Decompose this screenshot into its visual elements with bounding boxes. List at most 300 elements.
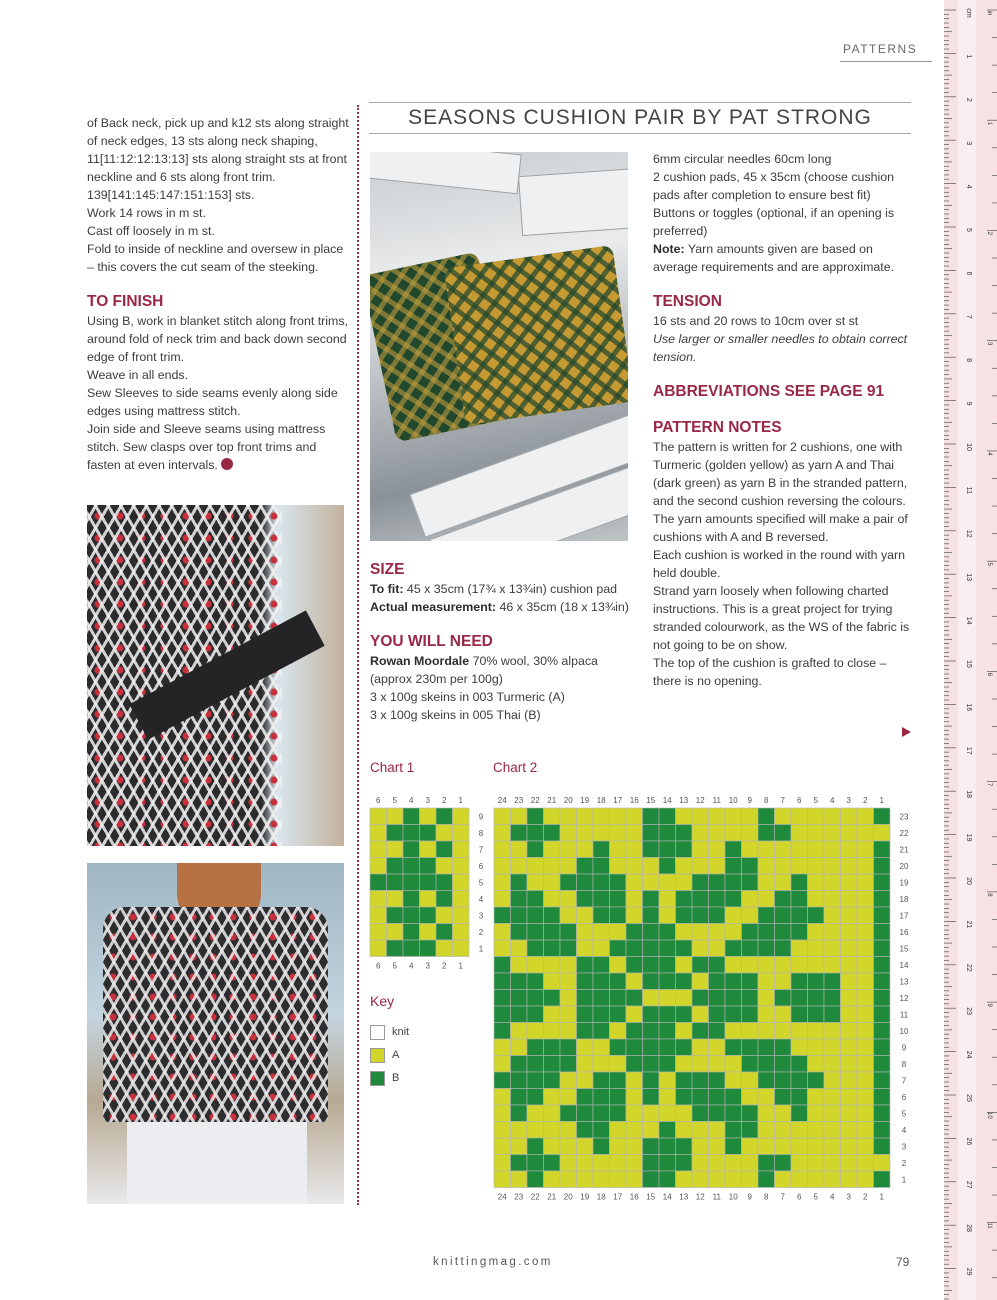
chart-cell	[659, 990, 676, 1007]
ruler-inch-label: 6	[986, 672, 992, 677]
ruler-inch-label: in	[986, 10, 992, 16]
chart-cell	[544, 1138, 561, 1155]
chart-cell	[857, 990, 874, 1007]
materials-item: 2 cushion pads, 45 x 35cm (choose cushion pads after completion to ensure best fit)	[653, 170, 895, 202]
chart-cell	[527, 1105, 544, 1122]
row-number: 6	[901, 1092, 907, 1102]
chart-cell	[436, 924, 453, 941]
row-number: 23	[899, 812, 909, 822]
cushion-photo	[370, 152, 628, 541]
chart-cell	[511, 891, 528, 908]
chart-cell	[370, 891, 387, 908]
ruler-cm-label: 1	[965, 54, 972, 59]
chart-cell	[527, 1171, 544, 1188]
column-number: 1	[458, 796, 463, 805]
chart-cell	[709, 990, 726, 1007]
chart-cell	[824, 858, 841, 875]
chart-cell	[560, 891, 577, 908]
chart-cell	[824, 1122, 841, 1139]
chart-cell	[692, 1138, 709, 1155]
chart-cell	[775, 990, 792, 1007]
chart-cell	[857, 1056, 874, 1073]
chart-cell	[841, 858, 858, 875]
chart-cell	[692, 957, 709, 974]
row-number: 15	[899, 944, 909, 954]
chart-cell	[593, 990, 610, 1007]
column-number: 1	[458, 961, 463, 971]
ruler-cm-label: 29	[965, 1267, 972, 1276]
chart-cell	[453, 858, 470, 875]
chart-cell	[676, 825, 693, 842]
chart-cell	[544, 907, 561, 924]
chart-cell	[841, 1171, 858, 1188]
chart-cell	[758, 808, 775, 825]
chart-cell	[420, 891, 437, 908]
chart-cell	[453, 924, 470, 941]
chart-cell	[593, 973, 610, 990]
cardigan-sleeve-photo	[87, 505, 344, 846]
chart-2-label: Chart 2	[493, 760, 538, 775]
ruler-cm-label: 5	[965, 228, 972, 232]
column-number: 3	[846, 1192, 851, 1202]
chart-cell	[560, 858, 577, 875]
row-number: 8	[901, 1059, 907, 1069]
chart-cell	[874, 858, 891, 875]
chart-cell	[494, 990, 511, 1007]
chart-cell	[494, 1072, 511, 1089]
chart-cell	[742, 858, 759, 875]
chart-cell	[824, 891, 841, 908]
column-number: 9	[747, 796, 752, 805]
chart-cell	[857, 1171, 874, 1188]
chart-cell	[725, 1138, 742, 1155]
key-item-b	[370, 1070, 399, 1086]
size-actual	[370, 598, 640, 616]
column-number: 17	[613, 1192, 623, 1202]
ruler-inch-label: 1	[986, 121, 992, 125]
chart-cell	[577, 1122, 594, 1139]
chart-cell	[725, 907, 742, 924]
chart-cell	[709, 907, 726, 924]
chart-cell	[841, 1072, 858, 1089]
chart-cell	[709, 841, 726, 858]
chart-cell	[758, 940, 775, 957]
chart-cell	[403, 891, 420, 908]
chart-cell	[593, 1056, 610, 1073]
chart-cell	[626, 957, 643, 974]
chart-cell	[610, 907, 627, 924]
chart-cell	[709, 973, 726, 990]
swatch-knit	[370, 1025, 385, 1040]
chart-cell	[709, 1122, 726, 1139]
chart-cell	[676, 1171, 693, 1188]
chart-cell	[808, 874, 825, 891]
chart-cell	[808, 907, 825, 924]
chart-cell	[593, 1122, 610, 1139]
chart-cell	[544, 891, 561, 908]
chart-cell	[511, 808, 528, 825]
chart-cell	[742, 940, 759, 957]
column-number: 13	[679, 1192, 689, 1202]
chart-cell	[626, 808, 643, 825]
column-number: 3	[425, 796, 430, 805]
materials-item: 6mm circular needles 60cm long	[653, 152, 832, 166]
chart-cell	[758, 1006, 775, 1023]
chart-cell	[676, 1138, 693, 1155]
chart-cell	[692, 940, 709, 957]
label: Note:	[653, 242, 685, 256]
chart-cell	[403, 808, 420, 825]
column-number: 17	[613, 796, 623, 805]
column-number: 15	[646, 1192, 656, 1202]
chart-cell	[511, 858, 528, 875]
title-bar	[369, 102, 911, 134]
column-number: 13	[679, 796, 689, 805]
chart-cell	[775, 825, 792, 842]
page-number: 79	[896, 1255, 910, 1269]
chart-cell	[725, 1105, 742, 1122]
chart-cell	[742, 1056, 759, 1073]
chart-cell	[841, 1023, 858, 1040]
chart-cell	[610, 891, 627, 908]
row-number: 7	[901, 1076, 907, 1086]
chart-cell	[857, 957, 874, 974]
section-rule	[840, 61, 932, 62]
chart-cell	[791, 1056, 808, 1073]
chart-cell	[577, 957, 594, 974]
ruler-inch-label: 2	[986, 231, 992, 236]
chart-cell	[874, 874, 891, 891]
row-number: 17	[899, 911, 909, 921]
chart-cell	[709, 924, 726, 941]
chart-cell	[544, 990, 561, 1007]
chart-cell	[676, 841, 693, 858]
chart-cell	[791, 858, 808, 875]
chart-cell	[659, 1072, 676, 1089]
chart-cell	[824, 1138, 841, 1155]
chart-cell	[436, 891, 453, 908]
chart-cell	[610, 1023, 627, 1040]
ruler-inch-label: 10	[986, 1112, 992, 1119]
chart-cell	[692, 924, 709, 941]
chart-cell	[742, 924, 759, 941]
row-number: 14	[899, 960, 909, 970]
chart-cell	[874, 907, 891, 924]
chart-cell	[577, 973, 594, 990]
chart-cell	[453, 825, 470, 842]
chart-cell	[725, 973, 742, 990]
chart-cell	[370, 858, 387, 875]
chart-cell	[403, 924, 420, 941]
chart-cell	[824, 957, 841, 974]
chart-cell	[725, 841, 742, 858]
row-number: 10	[899, 1026, 909, 1036]
chart-cell	[725, 858, 742, 875]
chart-cell	[808, 1138, 825, 1155]
chart-cell	[725, 1023, 742, 1040]
chart-cell	[692, 907, 709, 924]
chart-cell	[370, 940, 387, 957]
chart-cell	[511, 1039, 528, 1056]
label: Actual measurement:	[370, 600, 497, 614]
chart-cell	[560, 940, 577, 957]
ruler-scale	[944, 0, 997, 1300]
chart-cell	[593, 1089, 610, 1106]
chart-cell	[544, 940, 561, 957]
chart-cell	[775, 858, 792, 875]
chart-cell	[709, 1023, 726, 1040]
bench-plank	[518, 168, 628, 236]
chart-cell	[824, 1056, 841, 1073]
chart-2-grid	[490, 790, 918, 1212]
chart-cell	[725, 891, 742, 908]
chart-cell	[824, 1023, 841, 1040]
chart-cell	[643, 1105, 660, 1122]
chart-cell	[758, 1023, 775, 1040]
chart-cell	[577, 1023, 594, 1040]
measuring-ruler	[944, 0, 997, 1300]
row-number: 3	[901, 1142, 907, 1152]
chart-cell	[725, 1171, 742, 1188]
row-number: 19	[899, 878, 909, 888]
model-skirt	[127, 1122, 307, 1204]
chart-cell	[593, 1105, 610, 1122]
chart-cell	[659, 891, 676, 908]
chart-cell	[610, 1105, 627, 1122]
chart-cell	[808, 957, 825, 974]
column-number: 19	[580, 1192, 590, 1202]
chart-cell	[610, 924, 627, 941]
chart-cell	[420, 874, 437, 891]
chart-cell	[643, 907, 660, 924]
chart-cell	[692, 1039, 709, 1056]
chart-cell	[742, 1089, 759, 1106]
column-number: 8	[764, 1192, 769, 1202]
ruler-inch-label: 3	[986, 342, 992, 346]
chart-cell	[841, 924, 858, 941]
chart-cell	[593, 940, 610, 957]
chart-cell	[494, 1138, 511, 1155]
chart-cell	[494, 1023, 511, 1040]
key-label: B	[392, 1072, 400, 1084]
chart-cell	[610, 973, 627, 990]
ruler-inch-label: 8	[986, 893, 992, 897]
chart-cell	[370, 874, 387, 891]
ruler-cm-label: 9	[965, 401, 972, 406]
key-item-knit	[370, 1024, 409, 1040]
chart-cell	[857, 1155, 874, 1172]
chart-cell	[560, 1089, 577, 1106]
chart-cell	[420, 825, 437, 842]
chart-cell	[610, 1089, 627, 1106]
chart-cell	[527, 924, 544, 941]
column-number: 24	[497, 796, 507, 805]
chart-cell	[775, 874, 792, 891]
column-number: 7	[780, 1192, 785, 1202]
chart-cell	[560, 973, 577, 990]
chart-cell	[511, 990, 528, 1007]
chart-cell	[494, 957, 511, 974]
chart-cell	[808, 990, 825, 1007]
paragraph: Cast off loosely in m st.	[87, 224, 215, 238]
chart-cell	[742, 808, 759, 825]
chart-cell	[857, 1023, 874, 1040]
chart-cell	[511, 1072, 528, 1089]
chart-cell	[824, 841, 841, 858]
chart-cell	[676, 907, 693, 924]
ruler-cm-label: 28	[965, 1224, 972, 1233]
column-number: 4	[409, 796, 414, 805]
column-number: 3	[846, 796, 851, 805]
chart-cell	[775, 973, 792, 990]
chart-cell	[643, 957, 660, 974]
chart-cell	[436, 874, 453, 891]
chart-cell	[791, 841, 808, 858]
chart-cell	[544, 1089, 561, 1106]
chart-cell	[775, 924, 792, 941]
chart-cell	[577, 825, 594, 842]
heading-pattern-notes: PATTERN NOTES	[653, 419, 782, 436]
column-number: 9	[747, 1192, 752, 1202]
chart-cell	[387, 907, 404, 924]
chart-cell	[527, 1056, 544, 1073]
paragraph: Work 14 rows in m st.	[87, 206, 206, 220]
chart-cell	[692, 1006, 709, 1023]
chart-cell	[494, 924, 511, 941]
chart-cell	[420, 907, 437, 924]
chart-cell	[742, 1105, 759, 1122]
chart-cell	[544, 1023, 561, 1040]
chart-cell	[874, 1056, 891, 1073]
row-number: 11	[899, 1010, 909, 1020]
column-number: 22	[530, 1192, 540, 1202]
note	[653, 240, 915, 276]
chart-cell	[874, 990, 891, 1007]
chart-cell	[544, 1105, 561, 1122]
chart-cell	[692, 841, 709, 858]
chart-cell	[544, 1006, 561, 1023]
chart-cell	[659, 874, 676, 891]
chart-cell	[758, 973, 775, 990]
label: To fit:	[370, 582, 404, 596]
row-number: 20	[899, 861, 909, 871]
chart-cell	[841, 1138, 858, 1155]
chart-cell	[758, 858, 775, 875]
chart-cell	[560, 1023, 577, 1040]
chart-cell	[370, 841, 387, 858]
chart-cell	[791, 874, 808, 891]
chart-cell	[676, 808, 693, 825]
chart-cell	[709, 858, 726, 875]
chart-cell	[544, 825, 561, 842]
chart-cell	[841, 891, 858, 908]
chart-cell	[403, 940, 420, 957]
chart-cell	[808, 973, 825, 990]
chart-cell	[709, 1138, 726, 1155]
chart-cell	[659, 1089, 676, 1106]
chart-cell	[527, 1122, 544, 1139]
ruler-inch-label: 4	[986, 452, 992, 456]
chart-cell	[676, 973, 693, 990]
column-number: 6	[376, 796, 381, 805]
chart-cell	[808, 808, 825, 825]
chart-cell	[387, 924, 404, 941]
ruler-cm-label: 18	[965, 790, 972, 799]
row-number: 5	[478, 878, 484, 888]
chart-cell	[775, 1056, 792, 1073]
chart-cell	[742, 957, 759, 974]
column-number: 6	[797, 1192, 802, 1202]
chart-cell	[643, 891, 660, 908]
chart-cell	[709, 940, 726, 957]
chart-cell	[494, 1006, 511, 1023]
bench-plank	[370, 152, 522, 194]
chart-cell	[511, 1105, 528, 1122]
chart-cell	[758, 1171, 775, 1188]
chart-cell	[758, 874, 775, 891]
chart-cell	[841, 1089, 858, 1106]
chart-cell	[453, 940, 470, 957]
swatch-b	[370, 1071, 385, 1086]
chart-cell	[676, 990, 693, 1007]
chart-cell	[387, 891, 404, 908]
chart-cell	[791, 891, 808, 908]
ruler-cm-label: 22	[965, 963, 972, 972]
chart-cell	[593, 1006, 610, 1023]
chart-cell	[676, 1105, 693, 1122]
chart-cell	[626, 1122, 643, 1139]
chart-cell	[593, 858, 610, 875]
chart-cell	[874, 1006, 891, 1023]
chart-cell	[370, 907, 387, 924]
chart-cell	[874, 841, 891, 858]
chart-cell	[808, 1006, 825, 1023]
chart-cell	[610, 1122, 627, 1139]
chart-cell	[692, 1089, 709, 1106]
chart-cell	[659, 1105, 676, 1122]
chart-cell	[775, 891, 792, 908]
chart-cell	[387, 858, 404, 875]
chart-cell	[824, 907, 841, 924]
column-number: 2	[442, 961, 447, 971]
chart-cell	[370, 825, 387, 842]
chart-cell	[692, 973, 709, 990]
row-number: 9	[901, 1043, 907, 1053]
chart-cell	[643, 1072, 660, 1089]
chart-cell	[387, 874, 404, 891]
tension-note: Use larger or smaller needles to obtain correct tension.	[653, 332, 908, 364]
column-number: 1	[879, 1192, 884, 1202]
ruler-inch-label: 9	[986, 1003, 992, 1007]
chart-cell	[643, 1171, 660, 1188]
chart-cell	[874, 825, 891, 842]
chart-cell	[659, 907, 676, 924]
chart-cell	[659, 1122, 676, 1139]
chart-cell	[791, 1072, 808, 1089]
chart-cell	[560, 1039, 577, 1056]
chart-cell	[593, 1039, 610, 1056]
chart-cell	[841, 1006, 858, 1023]
chart-cell	[791, 1039, 808, 1056]
chart-cell	[527, 1138, 544, 1155]
chart-cell	[725, 1155, 742, 1172]
chart-cell	[544, 1072, 561, 1089]
chart-cell	[659, 1056, 676, 1073]
heading-to-finish: TO FINISH	[87, 293, 164, 310]
row-number: 21	[899, 845, 909, 855]
column-number: 10	[728, 796, 738, 805]
chart-cell	[544, 874, 561, 891]
